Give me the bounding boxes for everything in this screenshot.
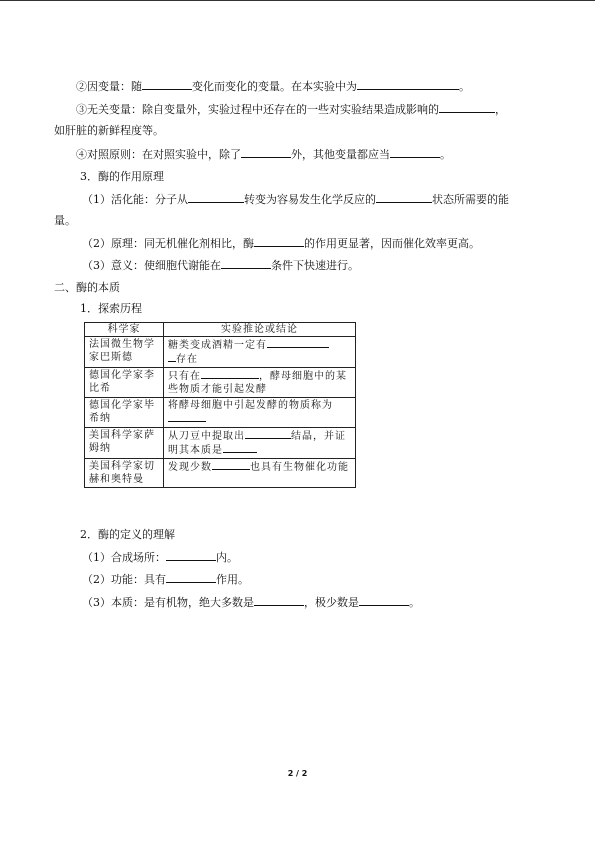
- fill-blank[interactable]: [376, 192, 432, 203]
- table-row: [85, 337, 356, 368]
- nature-line: [82, 595, 420, 610]
- text: 从刀豆中提取出: [168, 431, 245, 442]
- text: 作用。: [216, 573, 249, 586]
- conclusion-cell: [164, 368, 356, 398]
- text: 条件下快速进行。: [271, 259, 359, 272]
- fill-blank[interactable]: [212, 460, 250, 470]
- scientist-cell: 德国化学家李比希: [85, 368, 164, 398]
- section-heading-enzyme-principle: 3．酶的作用原理: [80, 170, 164, 183]
- table-header-row: [85, 323, 356, 337]
- conclusion-cell: [164, 337, 356, 368]
- text: （1）合成场所：: [82, 551, 166, 564]
- text: 也具有生物催化功能: [250, 462, 349, 473]
- text: ，: [495, 103, 506, 116]
- text: 存在: [176, 354, 198, 365]
- text: （3）本质：是有机物，绝大多数是: [82, 596, 254, 609]
- fill-blank[interactable]: [359, 595, 409, 606]
- function-line: [82, 572, 249, 587]
- fill-blank[interactable]: [245, 429, 291, 439]
- text: ，极少数是: [304, 596, 359, 609]
- text: 状态所需要的能: [432, 193, 509, 206]
- text: 变化而变化的变量。在本实验中为: [192, 80, 357, 93]
- fill-blank[interactable]: [267, 338, 329, 348]
- header-scientist: 科学家: [85, 323, 164, 337]
- text: ③无关变量：除自变量外，实验过程中还存在的一些对实验结果造成影响的: [76, 103, 439, 116]
- fill-blank[interactable]: [390, 147, 440, 158]
- fill-blank[interactable]: [254, 595, 304, 606]
- text: 的作用更显著，因而催化效率更高。: [304, 237, 480, 250]
- control-principle-line: [76, 147, 451, 162]
- text: 。: [409, 596, 420, 609]
- scientist-cell: 美国科学家切赫和奥特曼: [85, 459, 164, 488]
- fill-blank[interactable]: [241, 147, 291, 158]
- irrelevant-variable-line: [76, 102, 506, 117]
- text: 结晶，并证明其本质是: [168, 431, 346, 456]
- fill-blank[interactable]: [201, 369, 259, 379]
- text: ④对照原则：在对照实验中，除了: [76, 148, 241, 161]
- scientist-cell: 德国化学家毕希纳: [85, 398, 164, 428]
- text: ，酵母细胞中的某些物质才能引起发酵: [168, 371, 347, 395]
- conclusion-cell: [164, 398, 356, 428]
- fill-blank[interactable]: [166, 572, 216, 583]
- synthesis-site-line: [82, 550, 238, 565]
- fill-blank[interactable]: [166, 550, 216, 561]
- fill-blank[interactable]: [439, 102, 495, 113]
- text: 只有在: [168, 371, 201, 382]
- text: （2）功能：具有: [82, 573, 166, 586]
- fill-blank[interactable]: [168, 412, 206, 422]
- scientist-cell: 法国微生物学家巴斯德: [85, 337, 164, 368]
- fill-blank[interactable]: [168, 352, 176, 362]
- activation-energy-cont: 量。: [54, 214, 76, 227]
- activation-energy-line: [82, 192, 509, 207]
- page-number: 2 / 2: [287, 769, 308, 778]
- significance-line: [82, 258, 359, 273]
- table-row: [85, 459, 356, 488]
- fill-blank[interactable]: [254, 236, 304, 247]
- irrelevant-variable-cont: 如肝脏的新鲜程度等。: [54, 124, 164, 137]
- header-conclusion: 实验推论或结论: [164, 323, 356, 337]
- subheading-definition: 2．酶的定义的理解: [80, 528, 175, 541]
- text: （2）原理：同无机催化剂相比，酶: [82, 237, 254, 250]
- text: 发现少数: [168, 462, 212, 473]
- text: 。: [440, 148, 451, 161]
- fill-blank[interactable]: [357, 79, 459, 90]
- fill-blank[interactable]: [223, 443, 257, 453]
- text: ②因变量：随: [76, 80, 142, 93]
- text: 内。: [216, 551, 238, 564]
- text: 。: [459, 80, 470, 93]
- section-heading-enzyme-nature: 二、酶的本质: [54, 281, 120, 294]
- text: 外，其他变量都应当: [291, 148, 390, 161]
- table-row: [85, 398, 356, 428]
- text: 转变为容易发生化学反应的: [244, 193, 376, 206]
- scientist-cell: 美国科学家萨姆纳: [85, 428, 164, 459]
- text: 糖类变成酒精一定有: [168, 340, 267, 351]
- top-rule: [0, 0, 595, 1]
- subheading-exploration-history: 1．探索历程: [80, 302, 142, 315]
- dependent-variable-line: [76, 79, 470, 94]
- exploration-history-table: [84, 322, 356, 488]
- fill-blank[interactable]: [221, 258, 271, 269]
- text: 将酵母细胞中引起发酵的物质称为: [168, 400, 333, 411]
- fill-blank[interactable]: [142, 79, 192, 90]
- principle-line: [82, 236, 480, 251]
- conclusion-cell: [164, 428, 356, 459]
- text: （3）意义：使细胞代谢能在: [82, 259, 221, 272]
- text: （1）活化能：分子从: [82, 193, 188, 206]
- fill-blank[interactable]: [188, 192, 244, 203]
- table-row: [85, 428, 356, 459]
- conclusion-cell: [164, 459, 356, 488]
- table-row: [85, 368, 356, 398]
